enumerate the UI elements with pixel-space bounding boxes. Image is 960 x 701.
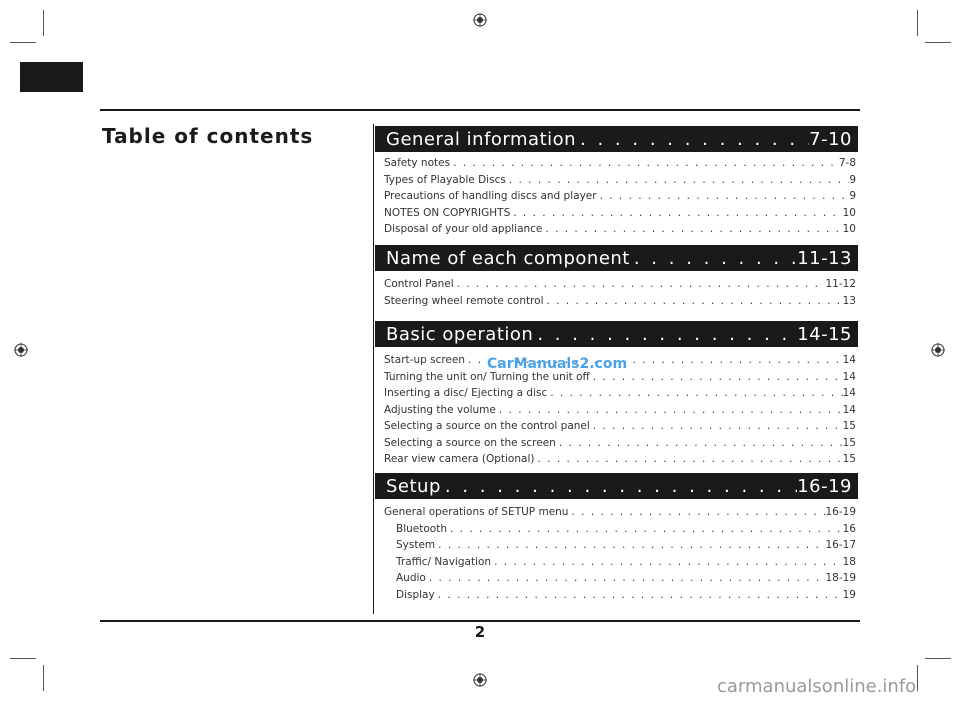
- toc-entry[interactable]: [384, 420, 856, 437]
- toc-subentry[interactable]: [384, 539, 856, 556]
- entry-page: 18-19: [825, 572, 856, 584]
- crop-mark: [925, 658, 951, 659]
- section-header-setup[interactable]: [375, 473, 858, 499]
- leader-dots: [496, 404, 843, 416]
- entry-title: Selecting a source on the control panel: [384, 420, 590, 432]
- column-divider: [373, 124, 374, 614]
- toc-entry[interactable]: [384, 295, 856, 312]
- header-rule: [100, 109, 860, 111]
- entry-title: Control Panel: [384, 278, 454, 290]
- entry-title: Rear view camera (Optional): [384, 453, 535, 465]
- leader-dots: [590, 420, 843, 432]
- entry-title: Selecting a source on the screen: [384, 436, 556, 449]
- page-number: 2: [474, 623, 486, 641]
- watermark-carmanuals2: CarManuals2.com: [487, 356, 628, 372]
- registration-mark-icon: [14, 343, 28, 357]
- section-pages: 7-10: [809, 128, 852, 150]
- footer-rule: [100, 620, 860, 622]
- entry-list: [384, 278, 856, 311]
- leader-dots: [568, 506, 825, 518]
- toc-entry[interactable]: [384, 223, 856, 240]
- entry-page: 14: [842, 403, 856, 416]
- toc-subentry[interactable]: [384, 523, 856, 540]
- crop-mark: [43, 10, 44, 36]
- entry-page: 7-8: [838, 157, 856, 169]
- toc-entry[interactable]: [384, 371, 856, 388]
- toc-entry[interactable]: [384, 174, 856, 191]
- toc-subentry[interactable]: [384, 572, 856, 589]
- leader-dots: [590, 371, 843, 383]
- toc-entry[interactable]: [384, 278, 856, 295]
- leader-dots: [447, 523, 843, 535]
- entry-page: 15: [842, 436, 856, 449]
- entry-title: Audio: [396, 572, 426, 584]
- entry-page: 14: [842, 370, 856, 383]
- leader-dots: [454, 278, 826, 290]
- page-title: Table of contents: [102, 124, 314, 148]
- section-pages: 16-19: [797, 475, 852, 497]
- toc-entry[interactable]: [384, 437, 856, 454]
- entry-title: Bluetooth: [396, 522, 447, 535]
- entry-title: Display: [396, 588, 435, 601]
- registration-mark-icon: [473, 673, 487, 687]
- entry-page: 16: [842, 522, 856, 535]
- entry-title: NOTES ON COPYRIGHTS: [384, 206, 511, 219]
- section-title: Name of each component: [386, 247, 630, 269]
- leader-dots: [533, 324, 797, 345]
- entry-page: 14: [842, 387, 856, 399]
- leader-dots: [597, 190, 850, 202]
- toc-entry[interactable]: [384, 387, 856, 404]
- leader-dots: [450, 157, 839, 169]
- entry-list: [384, 506, 856, 605]
- entry-page: 13: [842, 294, 856, 307]
- entry-title: Start-up screen: [384, 354, 466, 366]
- entry-page: 14: [842, 354, 856, 366]
- leader-dots: [435, 589, 843, 601]
- chapter-tab: [20, 62, 83, 92]
- entry-title: Precautions of handling discs and player: [384, 190, 597, 202]
- leader-dots: [441, 476, 797, 497]
- section-title: General information: [386, 128, 577, 150]
- leader-dots: [491, 556, 843, 568]
- section-header-basic-operation[interactable]: [375, 321, 858, 347]
- entry-page: 11-12: [825, 278, 856, 290]
- entry-page: 18: [842, 555, 856, 568]
- leader-dots: [542, 223, 842, 235]
- crop-mark: [43, 665, 44, 691]
- section-pages: 11-13: [797, 247, 852, 269]
- registration-mark-icon: [931, 343, 945, 357]
- entry-page: 9: [849, 190, 856, 202]
- entry-title: Adjusting the volume: [384, 403, 496, 416]
- entry-page: 16-17: [825, 539, 856, 551]
- toc-subentry[interactable]: [384, 556, 856, 573]
- crop-mark: [10, 658, 36, 659]
- leader-dots: [544, 295, 843, 307]
- leader-dots: [510, 207, 842, 219]
- section-header-name-of-each-component[interactable]: [375, 245, 858, 271]
- crop-mark: [925, 42, 951, 43]
- leader-dots: [534, 453, 842, 465]
- toc-entry[interactable]: [384, 404, 856, 421]
- entry-page: 10: [842, 206, 856, 219]
- toc-entry[interactable]: [384, 157, 856, 174]
- toc-subentry[interactable]: [384, 589, 856, 606]
- leader-dots: [576, 129, 809, 150]
- entry-list: [384, 157, 856, 240]
- entry-title: Types of Playable Discs: [384, 173, 506, 186]
- section-header-general-information[interactable]: [375, 126, 858, 152]
- leader-dots: [426, 572, 826, 584]
- toc-entry[interactable]: [384, 190, 856, 207]
- entry-title: Inserting a disc/ Ejecting a disc: [384, 387, 548, 399]
- entry-title: System: [396, 539, 436, 551]
- crop-mark: [917, 665, 918, 691]
- registration-mark-icon: [473, 13, 487, 27]
- entry-title: Steering wheel remote control: [384, 294, 544, 307]
- leader-dots: [506, 174, 850, 186]
- entry-title: Turning the unit on/ Turning the unit off: [384, 370, 590, 383]
- entry-page: 19: [842, 588, 856, 601]
- entry-title: Traffic/ Navigation: [396, 555, 492, 568]
- entry-page: 9: [849, 173, 856, 186]
- entry-page: 10: [842, 223, 856, 235]
- crop-mark: [10, 42, 36, 43]
- leader-dots: [547, 387, 842, 399]
- entry-title: General operations of SETUP menu: [384, 506, 569, 518]
- watermark-carmanualsonline: carmanualsonline.info: [717, 676, 917, 697]
- entry-page: 15: [842, 453, 856, 465]
- entry-title: Disposal of your old appliance: [384, 223, 543, 235]
- leader-dots: [435, 539, 825, 551]
- crop-mark: [917, 10, 918, 36]
- section-pages: 14-15: [797, 323, 852, 345]
- entry-page: 16-19: [825, 506, 856, 518]
- entry-page: 15: [842, 420, 856, 432]
- section-title: Basic operation: [386, 323, 534, 345]
- toc-entry[interactable]: [384, 453, 856, 470]
- entry-title: Safety notes: [384, 157, 451, 169]
- leader-dots: [630, 248, 797, 269]
- toc-entry[interactable]: [384, 207, 856, 224]
- leader-dots: [556, 437, 843, 449]
- section-title: Setup: [386, 475, 441, 497]
- toc-entry[interactable]: [384, 506, 856, 523]
